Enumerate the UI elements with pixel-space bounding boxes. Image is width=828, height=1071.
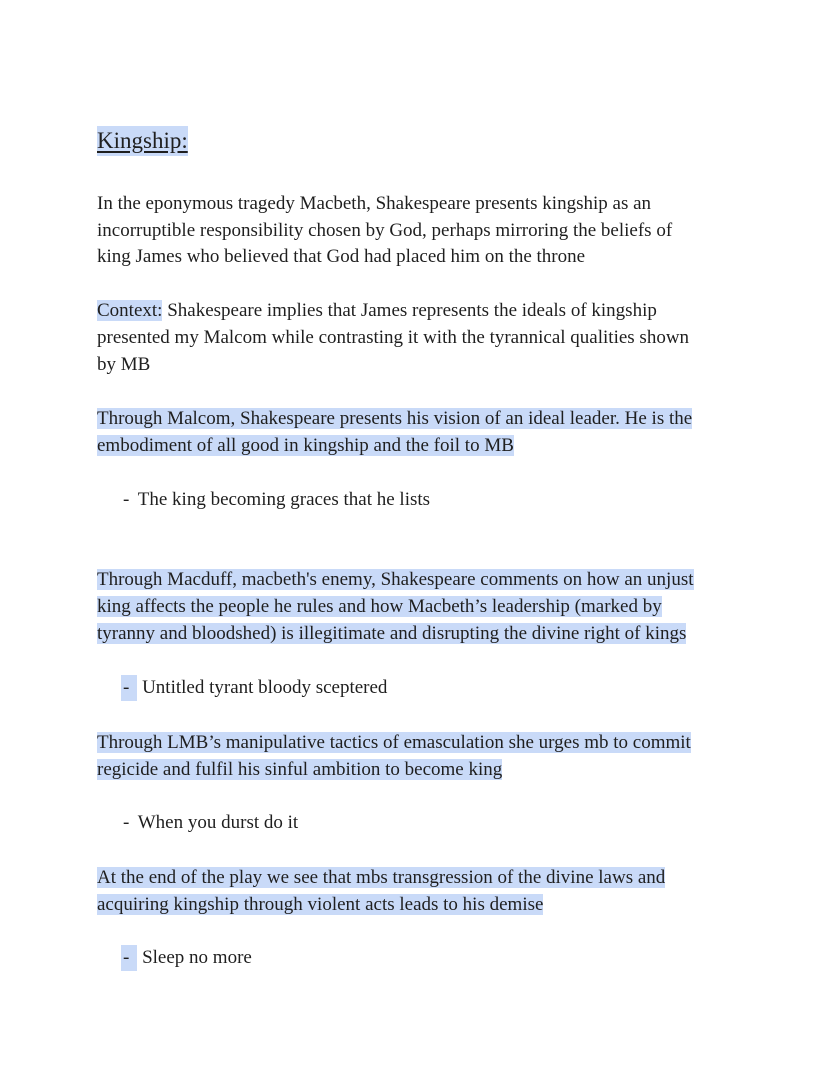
- bullet-text: Sleep no more: [142, 947, 252, 968]
- dash-bullet: -: [123, 489, 130, 510]
- highlighted-text: Through Malcom, Shakespeare presents his vision of an ideal leader. He is the: [97, 408, 693, 429]
- document-title: Kingship:: [97, 126, 188, 156]
- text-line: by MB: [97, 354, 151, 375]
- text-line: [97, 892, 543, 918]
- bullet-item: [121, 675, 387, 701]
- dash-bullet: -: [121, 675, 137, 701]
- highlighted-text: king affects the people he rules and how Macbeth’s leadership (marked by: [97, 596, 662, 617]
- text-line: [97, 433, 514, 459]
- highlighted-text: embodiment of all good in kingship and the foil to MB: [97, 435, 514, 456]
- text-line: presented my Malcom while contrasting it with the tyrannical qualities shown: [97, 327, 690, 348]
- dash-bullet: -: [121, 945, 137, 971]
- text-line: [97, 865, 665, 891]
- text-line: [97, 621, 686, 647]
- bullet-item: [121, 810, 298, 836]
- text-line: king James who believed that God had placed him on the throne: [97, 246, 586, 267]
- text-line: [97, 594, 662, 620]
- text-line: [97, 730, 691, 756]
- dash-bullet: -: [123, 812, 130, 833]
- text-line: [97, 406, 692, 432]
- text-line: [97, 757, 502, 783]
- bullet-text: When you durst do it: [137, 812, 299, 833]
- bullet-item: [121, 945, 252, 971]
- text-line: [97, 298, 657, 324]
- highlighted-text: Through LMB’s manipulative tactics of emasculation she urges mb to commit: [97, 732, 691, 753]
- highlighted-text: acquiring kingship through violent acts leads to his demise: [97, 894, 544, 915]
- bullet-text: The king becoming graces that he lists: [137, 489, 431, 510]
- context-label: Context:: [97, 300, 163, 321]
- text-line: [97, 567, 694, 593]
- highlighted-text: tyranny and bloodshed) is illegitimate and disrupting the divine right of kings: [97, 623, 687, 644]
- highlighted-text: Through Macduff, macbeth's enemy, Shakespeare comments on how an unjust: [97, 569, 694, 590]
- text-span: Shakespeare implies that James represents the ideals of kingship: [162, 300, 657, 321]
- text-line: In the eponymous tragedy Macbeth, Shakespeare presents kingship as an: [97, 193, 652, 214]
- text-line: incorruptible responsibility chosen by God, perhaps mirroring the beliefs of: [97, 220, 673, 241]
- bullet-text: Untitled tyrant bloody sceptered: [142, 677, 388, 698]
- highlighted-text: regicide and fulfil his sinful ambition to become king: [97, 759, 503, 780]
- bullet-item: [121, 487, 430, 513]
- highlighted-text: At the end of the play we see that mbs transgression of the divine laws and: [97, 867, 666, 888]
